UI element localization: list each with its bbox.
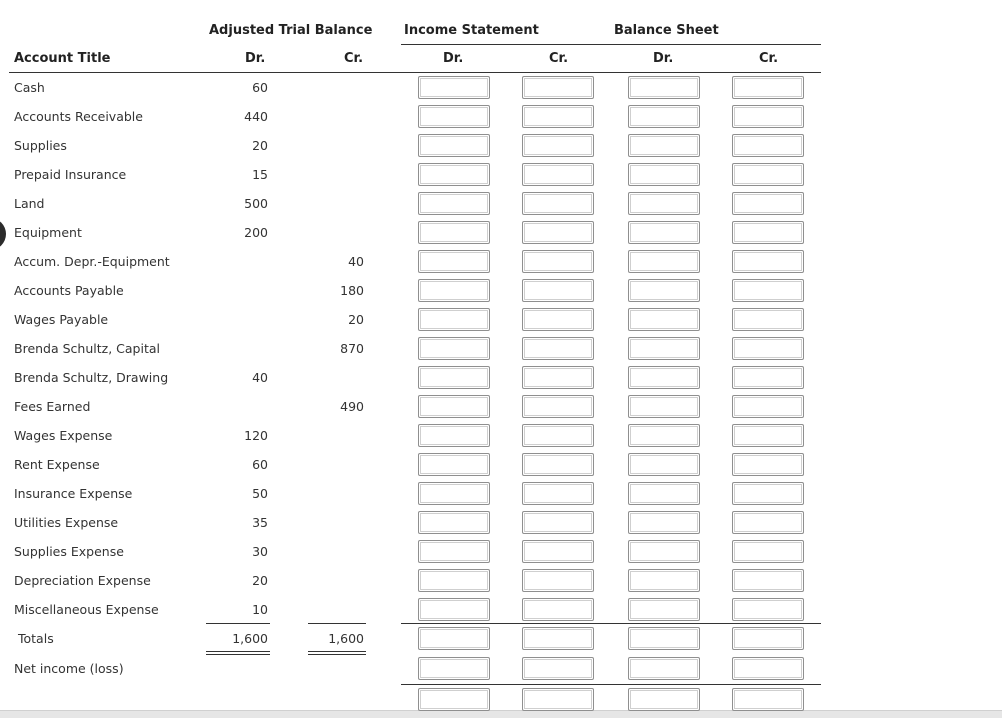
atb-dr-double-underline — [206, 651, 270, 655]
row-rent-expense-bs-cr-input[interactable] — [732, 453, 804, 476]
row-land-is-dr-input[interactable] — [418, 192, 490, 215]
row-wages-payable-bs-dr-input[interactable] — [628, 308, 700, 331]
row-miscellaneous-expense-bs-dr-input[interactable] — [628, 598, 700, 621]
account-title-fees-earned: Fees Earned — [14, 399, 91, 414]
row-wages-payable-is-dr-input[interactable] — [418, 308, 490, 331]
row-brenda-schultz-drawing-bs-dr-input[interactable] — [628, 366, 700, 389]
row-brenda-schultz-drawing-bs-cr-input[interactable] — [732, 366, 804, 389]
net-income-total-bs-dr-input[interactable] — [628, 688, 700, 711]
row-fees-earned-is-dr-input[interactable] — [418, 395, 490, 418]
row-fees-earned-is-cr-input[interactable] — [522, 395, 594, 418]
row-accounts-receivable-is-dr-input[interactable] — [418, 105, 490, 128]
atb-cr-sum-line — [308, 623, 366, 624]
header-bs-dr: Dr. — [653, 51, 674, 66]
atb-dr-value-brenda-schultz-drawing: 40 — [252, 370, 268, 385]
account-title-accounts-payable: Accounts Payable — [14, 283, 124, 298]
account-title-land: Land — [14, 196, 45, 211]
row-brenda-schultz-capital-is-dr-input[interactable] — [418, 337, 490, 360]
row-prepaid-insurance-bs-dr-input[interactable] — [628, 163, 700, 186]
row-rent-expense-bs-dr-input[interactable] — [628, 453, 700, 476]
row-supplies-is-dr-input[interactable] — [418, 134, 490, 157]
row-accounts-payable-bs-cr-input[interactable] — [732, 279, 804, 302]
row-accum-depr-equipment-bs-dr-input[interactable] — [628, 250, 700, 273]
atb-dr-value-utilities-expense: 35 — [252, 515, 268, 530]
row-utilities-expense-bs-dr-input[interactable] — [628, 511, 700, 534]
atb-cr-value-fees-earned: 490 — [340, 399, 364, 414]
totals-rule — [401, 623, 821, 624]
atb-dr-value-wages-expense: 120 — [244, 428, 268, 443]
column-header-rule — [9, 72, 821, 73]
row-utilities-expense-bs-cr-input[interactable] — [732, 511, 804, 534]
atb-dr-value-equipment: 200 — [244, 225, 268, 240]
group-header-rule — [401, 44, 821, 45]
atb-dr-value-cash: 60 — [252, 80, 268, 95]
account-title-wages-payable: Wages Payable — [14, 312, 109, 327]
header-is-cr: Cr. — [549, 51, 569, 66]
row-brenda-schultz-capital-bs-dr-input[interactable] — [628, 337, 700, 360]
atb-dr-value-rent-expense: 60 — [252, 457, 268, 472]
net-income-rule — [401, 684, 821, 685]
row-land-is-cr-input[interactable] — [522, 192, 594, 215]
atb-cr-value-accum-depr-equipment: 40 — [348, 254, 364, 269]
account-title-prepaid-insurance: Prepaid Insurance — [14, 167, 127, 182]
account-title-depreciation-expense: Depreciation Expense — [14, 573, 151, 588]
account-title-accounts-receivable: Accounts Receivable — [14, 109, 143, 124]
atb-dr-value-accounts-receivable: 440 — [244, 109, 268, 124]
row-cash-is-dr-input[interactable] — [418, 76, 490, 99]
row-miscellaneous-expense-is-dr-input[interactable] — [418, 598, 490, 621]
net-income-total-is-cr-input[interactable] — [522, 688, 594, 711]
row-cash-bs-cr-input[interactable] — [732, 76, 804, 99]
atb-dr-value-depreciation-expense: 20 — [252, 573, 268, 588]
atb-dr-value-land: 500 — [244, 196, 268, 211]
account-title-cash: Cash — [14, 80, 45, 95]
atb-dr-value-supplies: 20 — [252, 138, 268, 153]
row-insurance-expense-is-cr-input[interactable] — [522, 482, 594, 505]
account-title-rent-expense: Rent Expense — [14, 457, 100, 472]
totals-atb-cr: 1,600 — [328, 631, 364, 646]
row-accounts-receivable-bs-cr-input[interactable] — [732, 105, 804, 128]
header-balance-sheet: Balance Sheet — [614, 23, 719, 38]
atb-cr-double-underline — [308, 651, 366, 655]
row-equipment-is-dr-input[interactable] — [418, 221, 490, 244]
account-title-wages-expense: Wages Expense — [14, 428, 113, 443]
row-utilities-expense-is-cr-input[interactable] — [522, 511, 594, 534]
row-insurance-expense-bs-cr-input[interactable] — [732, 482, 804, 505]
row-land-bs-cr-input[interactable] — [732, 192, 804, 215]
row-supplies-expense-is-dr-input[interactable] — [418, 540, 490, 563]
row-prepaid-insurance-bs-cr-input[interactable] — [732, 163, 804, 186]
row-accounts-receivable-is-cr-input[interactable] — [522, 105, 594, 128]
row-equipment-bs-dr-input[interactable] — [628, 221, 700, 244]
row-depreciation-expense-is-cr-input[interactable] — [522, 569, 594, 592]
account-title-supplies: Supplies — [14, 138, 67, 153]
row-wages-payable-bs-cr-input[interactable] — [732, 308, 804, 331]
header-bs-cr: Cr. — [759, 51, 779, 66]
row-brenda-schultz-capital-is-cr-input[interactable] — [522, 337, 594, 360]
row-depreciation-expense-bs-dr-input[interactable] — [628, 569, 700, 592]
account-title-supplies-expense: Supplies Expense — [14, 544, 124, 559]
row-cash-bs-dr-input[interactable] — [628, 76, 700, 99]
totals-atb-dr: 1,600 — [232, 631, 268, 646]
row-supplies-is-cr-input[interactable] — [522, 134, 594, 157]
atb-dr-value-prepaid-insurance: 15 — [252, 167, 268, 182]
row-accounts-payable-bs-dr-input[interactable] — [628, 279, 700, 302]
totals-is-cr-input[interactable] — [522, 627, 594, 650]
account-title-brenda-schultz-drawing: Brenda Schultz, Drawing — [14, 370, 169, 385]
account-title-equipment: Equipment — [14, 225, 82, 240]
edge-marker — [0, 218, 6, 250]
account-title-utilities-expense: Utilities Expense — [14, 515, 119, 530]
net-income-is-dr-input[interactable] — [418, 657, 490, 680]
row-brenda-schultz-drawing-is-dr-input[interactable] — [418, 366, 490, 389]
row-fees-earned-bs-dr-input[interactable] — [628, 395, 700, 418]
row-prepaid-insurance-is-cr-input[interactable] — [522, 163, 594, 186]
net-income-label: Net income (loss) — [14, 661, 124, 676]
row-wages-expense-is-cr-input[interactable] — [522, 424, 594, 447]
header-atb-dr: Dr. — [245, 51, 266, 66]
row-supplies-expense-bs-dr-input[interactable] — [628, 540, 700, 563]
row-accounts-receivable-bs-dr-input[interactable] — [628, 105, 700, 128]
row-land-bs-dr-input[interactable] — [628, 192, 700, 215]
row-depreciation-expense-is-dr-input[interactable] — [418, 569, 490, 592]
row-accounts-payable-is-dr-input[interactable] — [418, 279, 490, 302]
row-accum-depr-equipment-bs-cr-input[interactable] — [732, 250, 804, 273]
row-fees-earned-bs-cr-input[interactable] — [732, 395, 804, 418]
atb-dr-value-insurance-expense: 50 — [252, 486, 268, 501]
row-wages-payable-is-cr-input[interactable] — [522, 308, 594, 331]
account-title-brenda-schultz-capital: Brenda Schultz, Capital — [14, 341, 160, 356]
row-insurance-expense-bs-dr-input[interactable] — [628, 482, 700, 505]
totals-bs-dr-input[interactable] — [628, 627, 700, 650]
row-wages-expense-bs-dr-input[interactable] — [628, 424, 700, 447]
row-equipment-is-cr-input[interactable] — [522, 221, 594, 244]
row-utilities-expense-is-dr-input[interactable] — [418, 511, 490, 534]
account-title-accum-depr-equipment: Accum. Depr.-Equipment — [14, 254, 170, 269]
atb-cr-value-brenda-schultz-capital: 870 — [340, 341, 364, 356]
totals-bs-cr-input[interactable] — [732, 627, 804, 650]
atb-dr-value-miscellaneous-expense: 10 — [252, 602, 268, 617]
atb-cr-value-accounts-payable: 180 — [340, 283, 364, 298]
header-adjusted-trial-balance: Adjusted Trial Balance — [209, 23, 373, 38]
header-is-dr: Dr. — [443, 51, 464, 66]
row-rent-expense-is-cr-input[interactable] — [522, 453, 594, 476]
row-accounts-payable-is-cr-input[interactable] — [522, 279, 594, 302]
row-accum-depr-equipment-is-dr-input[interactable] — [418, 250, 490, 273]
row-brenda-schultz-capital-bs-cr-input[interactable] — [732, 337, 804, 360]
header-income-statement: Income Statement — [404, 23, 539, 38]
net-income-total-bs-cr-input[interactable] — [732, 688, 804, 711]
net-income-bs-dr-input[interactable] — [628, 657, 700, 680]
account-title-miscellaneous-expense: Miscellaneous Expense — [14, 602, 159, 617]
atb-cr-value-wages-payable: 20 — [348, 312, 364, 327]
row-depreciation-expense-bs-cr-input[interactable] — [732, 569, 804, 592]
header-atb-cr: Cr. — [344, 51, 364, 66]
row-miscellaneous-expense-bs-cr-input[interactable] — [732, 598, 804, 621]
totals-is-dr-input[interactable] — [418, 627, 490, 650]
atb-dr-value-supplies-expense: 30 — [252, 544, 268, 559]
row-miscellaneous-expense-is-cr-input[interactable] — [522, 598, 594, 621]
row-wages-expense-is-dr-input[interactable] — [418, 424, 490, 447]
net-income-total-is-dr-input[interactable] — [418, 688, 490, 711]
row-supplies-bs-cr-input[interactable] — [732, 134, 804, 157]
net-income-is-cr-input[interactable] — [522, 657, 594, 680]
row-brenda-schultz-drawing-is-cr-input[interactable] — [522, 366, 594, 389]
row-supplies-expense-bs-cr-input[interactable] — [732, 540, 804, 563]
header-account-title: Account Title — [14, 51, 111, 66]
row-wages-expense-bs-cr-input[interactable] — [732, 424, 804, 447]
row-rent-expense-is-dr-input[interactable] — [418, 453, 490, 476]
row-supplies-expense-is-cr-input[interactable] — [522, 540, 594, 563]
row-insurance-expense-is-dr-input[interactable] — [418, 482, 490, 505]
row-equipment-bs-cr-input[interactable] — [732, 221, 804, 244]
totals-label: Totals — [18, 631, 54, 646]
account-title-insurance-expense: Insurance Expense — [14, 486, 133, 501]
row-accum-depr-equipment-is-cr-input[interactable] — [522, 250, 594, 273]
row-supplies-bs-dr-input[interactable] — [628, 134, 700, 157]
row-prepaid-insurance-is-dr-input[interactable] — [418, 163, 490, 186]
net-income-bs-cr-input[interactable] — [732, 657, 804, 680]
row-cash-is-cr-input[interactable] — [522, 76, 594, 99]
atb-dr-sum-line — [206, 623, 270, 624]
